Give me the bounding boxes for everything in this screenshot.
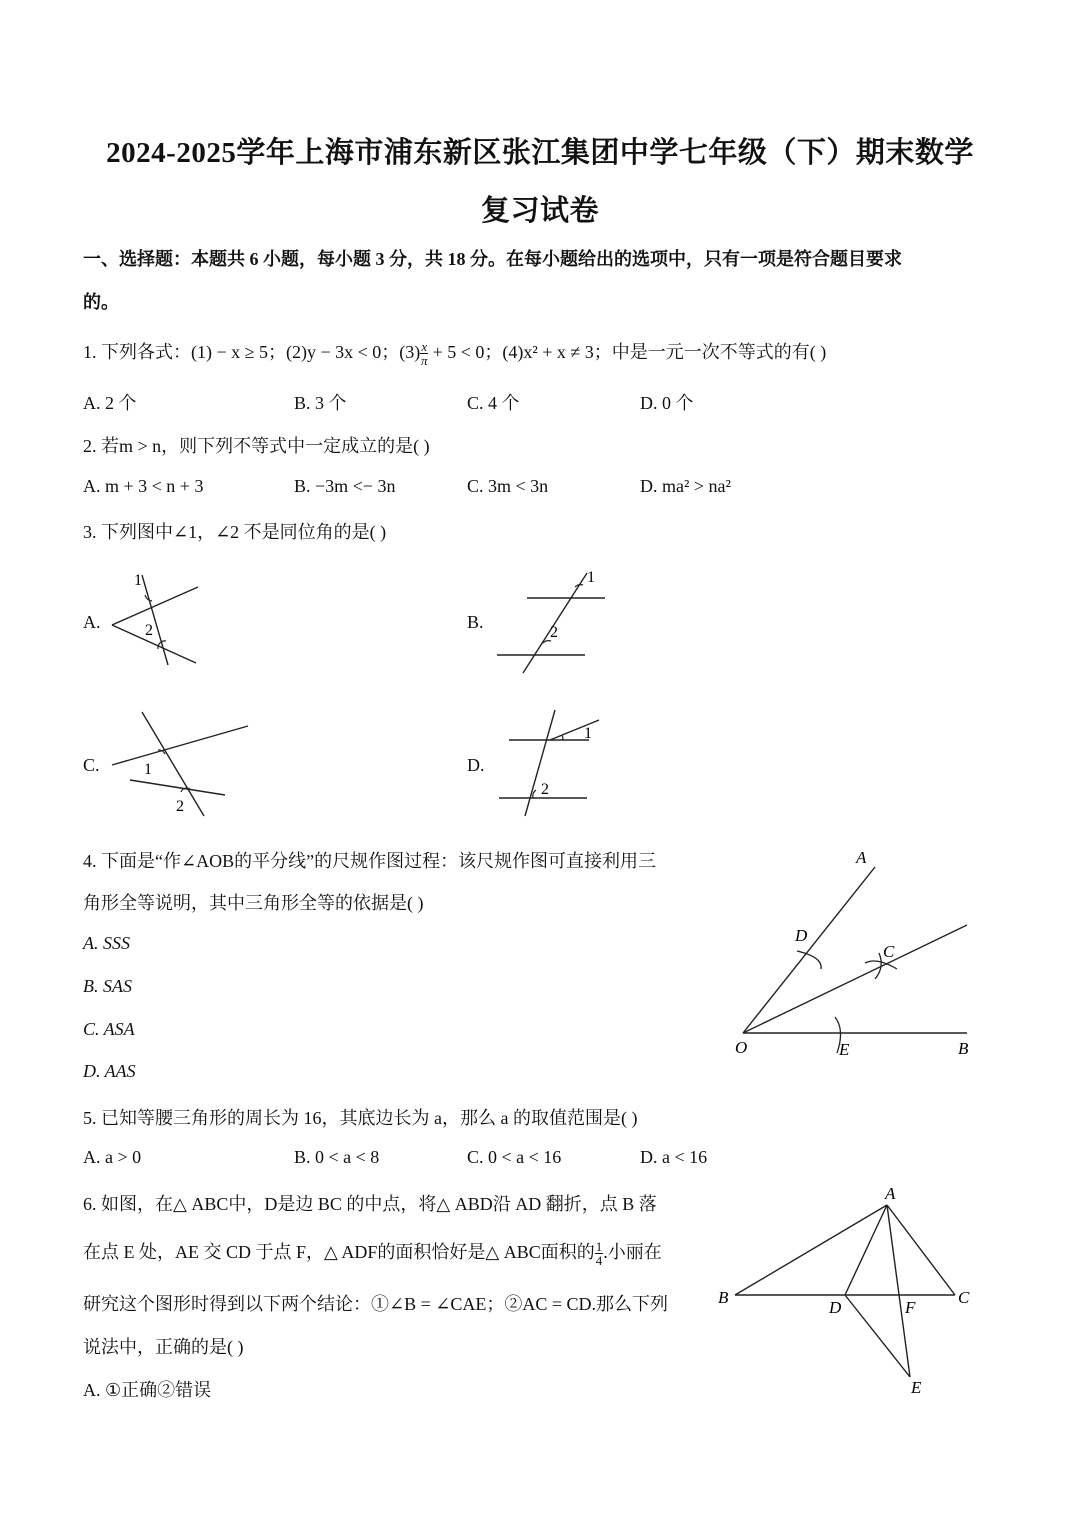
q1-option-d: D. 0 个: [640, 393, 694, 413]
q5-option-b: B. 0 < a < 8: [294, 1147, 380, 1167]
question-6-line2-post: .小丽在: [603, 1242, 662, 1262]
q3-figure-b: [495, 565, 615, 680]
section-header: 一、选择题：本题共 6 小题，每小题 3 分，共 18 分。在每小题给出的选项中，只有一项是符合题目要求: [83, 249, 902, 269]
point-label-c: C: [958, 1288, 970, 1307]
figure-line: [112, 625, 196, 663]
q3-option-d: D.: [467, 755, 485, 775]
q4-option-d: D. AAS: [83, 1061, 136, 1081]
question-4-line2: 角形全等说明，其中三角形全等的依据是( ): [83, 893, 424, 913]
q3-figure-c: [108, 708, 253, 818]
fraction-denominator: π: [420, 353, 428, 369]
question-1-suffix: + 5 < 0；(4)x² + x ≠ 3；中是一元一次不等式的有( ): [428, 342, 827, 362]
point-label-f: F: [905, 1298, 916, 1317]
fraction-x-over-pi: [420, 340, 428, 367]
paper-title-line2: 复习试卷: [480, 195, 599, 227]
question-3-stem: 3. 下列图中∠1，∠2 不是同位角的是( ): [83, 522, 387, 542]
question-4-line1: 4. 下面是“作∠AOB的平分线”的尺规作图过程：该尺规作图可直接利用三: [83, 851, 657, 871]
q2-option-b: B. −3m <− 3n: [294, 476, 396, 496]
arc-cross-2: [875, 953, 881, 979]
angle-label-1: 1: [587, 569, 595, 586]
question-6-line2: [83, 1238, 662, 1267]
q4-figure-angle-bisector: [725, 845, 985, 1065]
question-6-line2-pre: 在点 E 处，AE 交 CD 于点 F，△ ADF的面积恰好是△ ABC面积的: [83, 1242, 595, 1262]
angle-arc: [533, 790, 536, 798]
angle-label-2: 2: [176, 798, 184, 815]
ray-oa: [743, 867, 875, 1033]
q1-option-a: A. 2 个: [83, 393, 137, 413]
point-label-e: E: [839, 1040, 850, 1059]
point-label-a: A: [885, 1184, 896, 1203]
angle-label-2: 2: [550, 624, 558, 641]
angle-label-1: 1: [134, 572, 142, 589]
angle-label-1: 1: [144, 761, 152, 778]
fraction-numerator: x: [421, 339, 428, 355]
question-6-line4: 说法中，正确的是( ): [83, 1337, 244, 1357]
angle-label-2: 2: [145, 622, 153, 639]
question-1-stem: [83, 338, 826, 367]
point-label-a: A: [856, 848, 867, 867]
figure-line: [112, 726, 248, 765]
angle-label-2: 2: [541, 781, 549, 798]
point-label-b: B: [718, 1288, 729, 1307]
q5-option-a: A. a > 0: [83, 1147, 142, 1167]
point-label-e: E: [911, 1378, 922, 1397]
section-header-cont: 的。: [83, 292, 119, 312]
figure-line: [525, 710, 555, 816]
question-5-stem: 5. 已知等腰三角形的周长为 16，其底边长为 a，那么 a 的取值范围是( ): [83, 1108, 638, 1128]
q5-option-d: D. a < 16: [640, 1147, 708, 1167]
fraction-one-quarter: [595, 1240, 604, 1267]
fraction-numerator: 1: [595, 1239, 603, 1255]
question-6-line1: 6. 如图，在△ ABC中，D是边 BC 的中点，将△ ABD沿 AD 翻折，点 B 落: [83, 1194, 657, 1214]
q2-option-a: A. m + 3 < n + 3: [83, 476, 204, 496]
question-6-line3: 研究这个图形时得到以下两个结论：①∠B = ∠CAE；②AC = CD.那么下列: [83, 1294, 668, 1314]
q2-option-d: D. ma² > na²: [640, 476, 731, 496]
q3-option-b: B.: [467, 612, 484, 632]
q1-option-c: C. 4 个: [467, 393, 520, 413]
angle-arc: [562, 735, 563, 740]
paper-title-line1: 2024-2025学年上海市浦东新区张江集团中学七年级（下）期末数学: [106, 137, 974, 169]
q2-option-c: C. 3m < 3n: [467, 476, 549, 496]
question-2-stem: 2. 若m > n，则下列不等式中一定成立的是( ): [83, 436, 430, 456]
q6-figure-folded-triangle: [715, 1185, 980, 1400]
figure-line: [130, 780, 225, 795]
q4-option-b: B. SAS: [83, 976, 132, 996]
q3-figure-d: [495, 708, 605, 823]
q3-option-a: A.: [83, 612, 101, 632]
fraction-denominator: 4: [595, 1253, 603, 1269]
q4-option-a: A. SSS: [83, 933, 130, 953]
figure-line: [523, 573, 587, 673]
segment-ab: [735, 1205, 887, 1295]
ray-oc: [743, 925, 967, 1033]
angle-label-1: 1: [584, 725, 592, 742]
point-label-d: D: [795, 926, 808, 945]
question-1-prefix: 1. 下列各式：(1) − x ≥ 5；(2)y − 3x < 0；(3): [83, 342, 421, 362]
q3-figure-a: [100, 565, 210, 675]
q3-option-c: C.: [83, 755, 100, 775]
segment-ad: [845, 1205, 887, 1295]
figure-line: [142, 575, 168, 665]
q4-option-c: C. ASA: [83, 1019, 135, 1039]
point-label-c: C: [883, 942, 895, 961]
q1-option-b: B. 3 个: [294, 393, 347, 413]
point-label-o: O: [735, 1038, 748, 1057]
point-label-b: B: [958, 1039, 969, 1058]
q5-option-c: C. 0 < a < 16: [467, 1147, 562, 1167]
point-label-d: D: [829, 1298, 842, 1317]
q6-option-a: A. ①正确②错误: [83, 1380, 212, 1400]
